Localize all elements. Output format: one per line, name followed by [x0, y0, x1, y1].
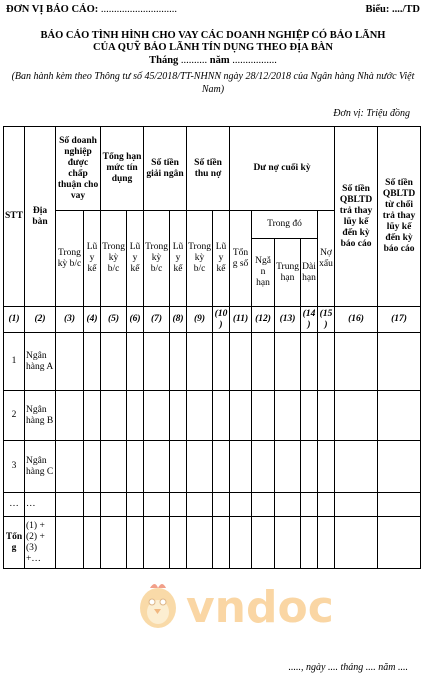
row-area: … [25, 493, 56, 517]
sub-in-period: Trong kỳ b/c [187, 211, 213, 307]
sub-bad-debt: Nợ xấu [318, 211, 335, 307]
col-index: (10) [213, 307, 230, 333]
col-disbursed-header: Số tiền giải ngân [144, 127, 187, 211]
table-row [4, 333, 421, 391]
sub-in-period: Trong kỳ b/c [56, 211, 84, 307]
table-row [4, 441, 421, 493]
vndoc-watermark [128, 572, 358, 636]
row-area: Ngân hàng C [25, 441, 56, 493]
row-stt: … [4, 493, 25, 517]
row-stt: 3 [4, 441, 25, 493]
col-index: (17) [378, 307, 421, 333]
sub-cumulative: Lũy kế [84, 211, 101, 307]
col-index: (14) [301, 307, 318, 333]
col-index: (11) [230, 307, 252, 333]
reporting-unit: ĐƠN VỊ BÁO CÁO: ............................. [6, 4, 178, 15]
column-index-row [4, 307, 421, 333]
col-index: (6) [127, 307, 144, 333]
report-title-line2: CỦA QUỸ BẢO LÃNH TÍN DỤNG THEO ĐỊA BÀN [93, 42, 333, 53]
watermark-text: vndoc [186, 582, 334, 633]
col-recovered-header: Số tiền thu nợ [187, 127, 230, 211]
sub-in-period: Trong kỳ b/c [101, 211, 127, 307]
col-index: (1) [4, 307, 25, 333]
sub-in-period: Trong kỳ b/c [144, 211, 170, 307]
report-period: Tháng .......... năm ................. [149, 55, 277, 66]
total-row [4, 517, 421, 569]
row-area: Ngân hàng A [25, 333, 56, 391]
table-row [4, 493, 421, 517]
sub-total: Tổng số [230, 211, 252, 307]
col-index: (15) [318, 307, 335, 333]
report-table [3, 126, 421, 569]
col-index: (7) [144, 307, 170, 333]
sub-long-term: Dài hạn [301, 239, 318, 307]
sub-in-which: Trong đó [252, 211, 318, 239]
total-label: Tổng [4, 517, 25, 569]
table-row [4, 391, 421, 441]
col-index: (13) [275, 307, 301, 333]
col-area-header: Địa bàn [25, 127, 56, 307]
col-guarantee-paid-header: Số tiền QBLTD trả thay lũy kế đến kỳ báo cáo [335, 127, 378, 307]
signature-date-line: ....., ngày .... tháng .... năm .... [288, 662, 408, 673]
chicken-mascot-icon [140, 584, 176, 628]
row-stt: 2 [4, 391, 25, 441]
sub-cumulative: Lũy kế [213, 211, 230, 307]
header-row-1 [4, 127, 421, 211]
total-formula: (1) + (2) + (3) +… [25, 517, 56, 569]
col-outstanding-header: Dư nợ cuối kỳ [230, 127, 335, 211]
col-index: (3) [56, 307, 84, 333]
col-index: (8) [170, 307, 187, 333]
col-index: (16) [335, 307, 378, 333]
col-approved-header: Số doanh nghiệp được chấp thuận cho vay [56, 127, 101, 211]
row-area: Ngân hàng B [25, 391, 56, 441]
col-guarantee-refused-header: Số tiền QBLTD từ chối trả thay lũy kế đến kỳ báo cáo [378, 127, 421, 307]
unit-of-measure: Đơn vị: Triệu đồng [333, 108, 410, 119]
col-index: (12) [252, 307, 275, 333]
col-credit-limit-header: Tổng hạn mức tín dụng [101, 127, 144, 211]
row-stt: 1 [4, 333, 25, 391]
sub-short-term: Ngắn hạn [252, 239, 275, 307]
col-stt-header: STT [4, 127, 25, 307]
sub-cumulative: Lũy kế [170, 211, 187, 307]
issued-by-note: (Ban hành kèm theo Thông tư số 45/2018/TT-NHNN ngày 28/12/2018 của Ngân hàng Nhà nước Việt Nam) [11, 71, 415, 95]
col-index: (9) [187, 307, 213, 333]
report-header [6, 4, 420, 18]
col-index: (5) [101, 307, 127, 333]
sub-cumulative: Lũy kế [127, 211, 144, 307]
col-index: (2) [25, 307, 56, 333]
sub-medium-term: Trung hạn [275, 239, 301, 307]
col-index: (4) [84, 307, 101, 333]
report-title-line1: BÁO CÁO TÌNH HÌNH CHO VAY CÁC DOANH NGHIỆP CÓ BẢO LÃNH [40, 30, 386, 41]
form-code: Biểu: ..../TD [365, 4, 420, 15]
